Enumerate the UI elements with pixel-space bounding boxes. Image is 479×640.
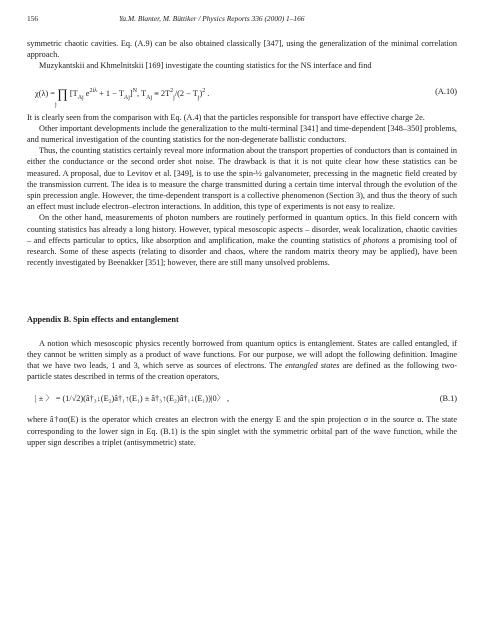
- section-heading: Appendix B. Spin effects and entanglement: [27, 315, 179, 325]
- page-number: 156: [27, 14, 39, 23]
- equation-a10: [27, 78, 457, 108]
- product-index: j: [55, 101, 57, 108]
- paragraph: It is clearly seen from the comparison with Eq. (A.4) that the particles responsible for transport have effective charge 2e.: [27, 112, 425, 122]
- running-title: Ya.M. Blanter, M. Büttiker / Physics Reports 336 (2000) 1–166: [119, 14, 305, 23]
- paragraph: Other important developments include the generalization to the multi-terminal [341] and time-dependent [348–350] problems, and numerical investigation of the counting statistics for the non-degenerate ballistic conductors.: [27, 123, 457, 145]
- paragraph: symmetric chaotic cavities. Eq. (A.9) can be also obtained classically [347], using the generalization of the minimal correlation approach.: [27, 39, 457, 60]
- paragraph: A notion which mesoscopic physics recently borrowed from quantum optics is entanglement. States are called entangled, if they cannot be written simply as a product of wave functions. For our purpose, we will adopt the following definition. Imagine that we have two leads, 1 and 3, which serve as sources of electrons. The entangled states are defined as the following two-particle states described in terms of the creation operators,: [27, 338, 458, 382]
- paragraph: On the other hand, measurements of photon numbers are routinely performed in quantum optics. In this field concern with counting statistics has already a long history. However, typical mesoscopic aspects – disorder, weak localization, chaotic cavities – and effects particular to optics, like absorption and amplification, make the counting statistics of photons a promising tool of research. Some of these aspects (relating to disorder and chaos, where the random matrix theory may be applied), have been recently investigated by Beenakker [351]; however, there are still many unsolved problems.: [27, 213, 457, 268]
- equation-a10-body: χ(λ) = ∏ [$T_{Aj}$ $e^{2i\lambda} + 1 - T_{Aj}]^N$, $T_{Aj} \equiv 2T^2_j/(2 - T_j)^2$ .: [35, 85, 210, 101]
- paragraph: Thus, the counting statistics certainly reveal more information about the transport properties of conductors than is contained in either the conductance or the second order shot noise. The drawback is that it is not quite clear how these statistics can be measured. A proposal, due to Levitov et al. [349], is to use the spin-½ galvanometer, precessing in the magnetic field created by the transmission current. The idea is to measure the charge transmitted during a certain time interval through the evolution of the spin precession angle. However, the time-dependent transport is a collective phenomenon (Section 3), and thus the theory of such an effect must include electron–electron interactions. In addition, this type of experiments is not easy to realize.: [27, 146, 457, 212]
- equation-number: (A.10): [435, 86, 457, 96]
- body-text: [27, 38, 457, 448]
- equation-b1: [27, 388, 457, 410]
- equation-b1-body: | ± 〉 = (1/√2)(â†₃↓(E₂)â†₁↑(E₁) ± â†₃↑(E₂)â†₁↓(E₁))|0〉 ,: [35, 394, 230, 404]
- equation-number: (B.1): [439, 394, 457, 404]
- paragraph: where â†ασ(E) is the operator which creates an electron with the energy E and the spin projection σ in the source α. The state corresponding to the lower sign in Eq. (B.1) is the spin singlet with the symmetric orbital part of the wave function, while the upper sign describes a triplet (antisymmetric) state.: [27, 415, 457, 447]
- paragraph: Muzykantskii and Khmelnitskii [169] investigate the counting statistics for the NS interface and find: [39, 61, 372, 71]
